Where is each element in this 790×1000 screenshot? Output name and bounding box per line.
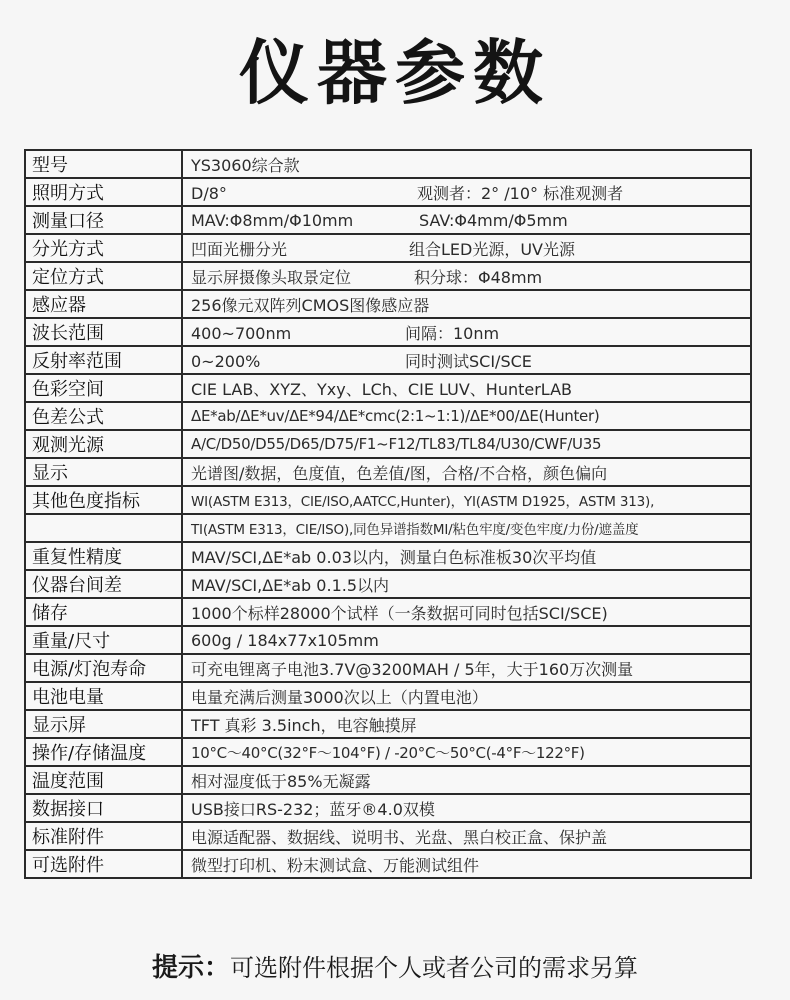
row-value-cell — [182, 178, 751, 206]
row-value-cell — [182, 346, 751, 374]
row-value: USB接口RS-232；蓝牙®4.0双模 — [182, 794, 751, 822]
row-value: 600g / 184x77x105mm — [182, 626, 751, 654]
row-value: MAV/SCI,ΔE*ab 0.1.5以内 — [182, 570, 751, 598]
table-row — [25, 654, 751, 682]
row-label: 型号 — [25, 150, 182, 178]
row-value: MAV/SCI,ΔE*ab 0.03以内，测量白色标准板30次平均值 — [182, 542, 751, 570]
row-value: 电源适配器、数据线、说明书、光盘、黑白校正盒、保护盖 — [182, 822, 751, 850]
table-row — [25, 738, 751, 766]
row-value: 0~200% — [191, 351, 261, 371]
table-row — [25, 262, 751, 290]
table-row — [25, 850, 751, 878]
row-value-secondary: 间隔：10nm — [405, 323, 500, 343]
table-row — [25, 374, 751, 402]
row-label: 重量/尺寸 — [25, 626, 182, 654]
row-label: 分光方式 — [25, 234, 182, 262]
row-value: WI(ASTM E313，CIE/ISO,AATCC,Hunter)，YI(ASTM D1925，ASTM 313), — [182, 486, 751, 514]
row-value-secondary: 组合LED光源，UV光源 — [409, 239, 576, 259]
row-value: 可充电锂离子电池3.7V@3200MAH / 5年，大于160万次测量 — [182, 654, 751, 682]
footer-note — [0, 948, 790, 988]
table-row — [25, 150, 751, 178]
table-row — [25, 710, 751, 738]
row-label: 反射率范围 — [25, 346, 182, 374]
row-label: 储存 — [25, 598, 182, 626]
row-value: 10°C～40°C(32°F～104°F) / -20°C～50°C(-4°F～122°F) — [182, 738, 751, 766]
row-label: 定位方式 — [25, 262, 182, 290]
row-value: 光谱图/数据，色度值，色差值/图，合格/不合格，颜色偏向 — [182, 458, 751, 486]
row-value: TI(ASTM E313，CIE/ISO),同色异谱指数MI/粘色牢度/变色牢度/力份/遮盖度 — [182, 514, 751, 542]
row-value: MAV:Φ8mm/Φ10mm — [191, 210, 354, 230]
row-label: 可选附件 — [25, 850, 182, 878]
row-label — [25, 514, 182, 542]
row-value-secondary: 观测者：2° /10° 标准观测者 — [417, 183, 624, 203]
row-label: 测量口径 — [25, 206, 182, 234]
row-value-secondary: 积分球：Φ48mm — [414, 267, 543, 287]
row-value: 相对湿度低于85%无凝露 — [182, 766, 751, 794]
row-value-secondary: SAV:Φ4mm/Φ5mm — [419, 210, 568, 230]
row-label: 色彩空间 — [25, 374, 182, 402]
row-label: 重复性精度 — [25, 542, 182, 570]
row-label: 感应器 — [25, 290, 182, 318]
row-value: ΔE*ab/ΔE*uv/ΔE*94/ΔE*cmc(2:1~1:1)/ΔE*00/ΔE(Hunter) — [182, 402, 751, 430]
table-row — [25, 794, 751, 822]
row-value: 电量充满后测量3000次以上（内置电池） — [182, 682, 751, 710]
table-row — [25, 682, 751, 710]
row-label: 数据接口 — [25, 794, 182, 822]
table-row — [25, 570, 751, 598]
note-label: 提示： — [151, 953, 230, 983]
row-label: 温度范围 — [25, 766, 182, 794]
row-label: 仪器台间差 — [25, 570, 182, 598]
row-value: 凹面光栅分光 — [191, 239, 288, 259]
row-label: 其他色度指标 — [25, 486, 182, 514]
row-label: 标准附件 — [25, 822, 182, 850]
row-label: 显示 — [25, 458, 182, 486]
row-label: 电池电量 — [25, 682, 182, 710]
row-value: YS3060综合款 — [182, 150, 751, 178]
table-row — [25, 234, 751, 262]
table-row — [25, 822, 751, 850]
row-value: 显示屏摄像头取景定位 — [191, 267, 352, 287]
table-row — [25, 514, 751, 542]
row-value-cell — [182, 234, 751, 262]
note-text: 可选附件根据个人或者公司的需求另算 — [230, 954, 638, 982]
table-row — [25, 486, 751, 514]
table-row — [25, 402, 751, 430]
row-value: 256像元双阵列CMOS图像感应器 — [182, 290, 751, 318]
row-value: A/C/D50/D55/D65/D75/F1~F12/TL83/TL84/U30/CWF/U35 — [182, 430, 751, 458]
row-label: 电源/灯泡寿命 — [25, 654, 182, 682]
table-row — [25, 598, 751, 626]
row-label: 操作/存储温度 — [25, 738, 182, 766]
page-title: 仪器参数 — [239, 32, 551, 114]
row-value: 微型打印机、粉末测试盒、万能测试组件 — [182, 850, 751, 878]
table-row — [25, 542, 751, 570]
table-row — [25, 430, 751, 458]
row-value: D/8° — [191, 183, 227, 203]
table-row — [25, 206, 751, 234]
row-value: CIE LAB、XYZ、Yxy、LCh、CIE LUV、HunterLAB — [182, 374, 751, 402]
row-label: 色差公式 — [25, 402, 182, 430]
row-value: 1000个标样28000个试样（一条数据可同时包括SCI/SCE) — [182, 598, 751, 626]
row-value-cell — [182, 206, 751, 234]
row-value-cell — [182, 262, 751, 290]
row-value: 400~700nm — [191, 323, 292, 343]
table-row — [25, 346, 751, 374]
row-label: 波长范围 — [25, 318, 182, 346]
row-label: 显示屏 — [25, 710, 182, 738]
table-row — [25, 290, 751, 318]
row-value-secondary: 同时测试SCI/SCE — [405, 351, 532, 371]
table-row — [25, 318, 751, 346]
row-label: 观测光源 — [25, 430, 182, 458]
row-value-cell — [182, 318, 751, 346]
table-row — [25, 766, 751, 794]
row-label: 照明方式 — [25, 178, 182, 206]
table-row — [25, 626, 751, 654]
row-value: TFT 真彩 3.5inch，电容触摸屏 — [182, 710, 751, 738]
table-row — [25, 178, 751, 206]
spec-table — [24, 149, 752, 879]
table-row — [25, 458, 751, 486]
